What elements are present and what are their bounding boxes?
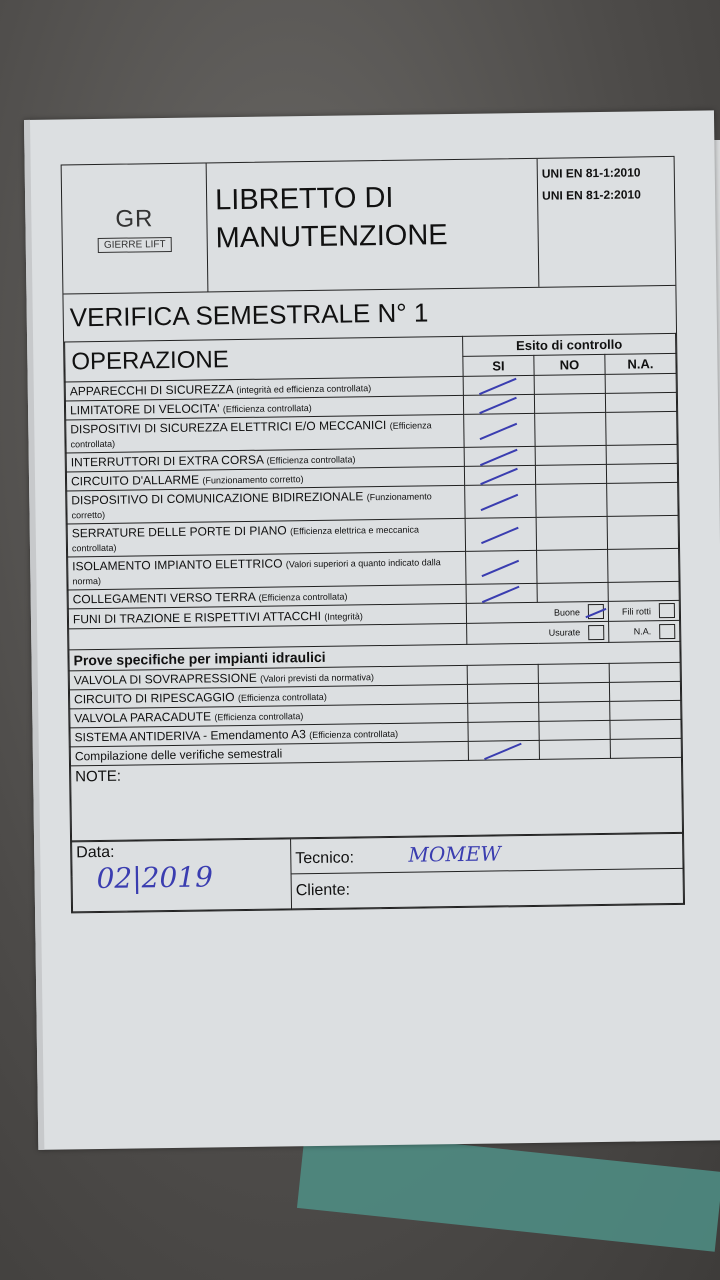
operation-name: APPARECCHI DI SICUREZZA — [69, 382, 234, 399]
operation-na-cell[interactable] — [606, 411, 677, 445]
operation-na-cell[interactable] — [606, 444, 677, 464]
funi-na-cell — [609, 621, 680, 642]
hydraulic-si-cell[interactable] — [468, 721, 539, 741]
hydraulic-note: (Efficienza controllata) — [237, 691, 327, 703]
tecnico-cell — [291, 833, 683, 873]
fili-rotti-checkbox[interactable] — [659, 603, 675, 618]
si-header: SI — [463, 355, 534, 376]
operation-no-cell[interactable] — [535, 464, 606, 484]
cliente-label: Cliente: — [295, 881, 351, 899]
operation-si-cell[interactable] — [466, 583, 537, 603]
operation-name: LIMITATORE DI VELOCITA' — [69, 401, 220, 418]
operation-name: INTERRUTTORI DI EXTRA CORSA — [70, 452, 264, 470]
usurate-cell — [467, 622, 609, 644]
operation-no-cell[interactable] — [535, 412, 606, 446]
hydraulic-title: Prove specifiche per impianti idraulici — [69, 641, 680, 671]
hydraulic-no-cell[interactable] — [539, 739, 610, 759]
norms — [538, 157, 676, 287]
hydraulic-no-cell[interactable] — [539, 720, 610, 740]
operation-header: OPERAZIONE — [65, 336, 464, 382]
date-value[interactable]: 02|2019 — [96, 860, 214, 895]
hydraulic-na-cell[interactable] — [610, 719, 681, 739]
hydraulic-note: (Efficienza controllata) — [309, 728, 399, 740]
operation-note: (Efficienza controllata) — [266, 454, 356, 466]
operation-no-cell[interactable] — [537, 582, 608, 602]
operation-no-cell[interactable] — [534, 393, 605, 413]
hydraulic-si-cell[interactable] — [468, 702, 539, 722]
buone-label: Buone — [553, 607, 580, 618]
buone-cell — [466, 601, 608, 623]
operation-na-cell[interactable] — [608, 581, 679, 601]
funi-na-label: N.A. — [633, 626, 652, 637]
norm-2: UNI EN 81-2:2010 — [542, 187, 641, 203]
check-mark-icon — [480, 468, 518, 485]
operation-name: COLLEGAMENTI VERSO TERRA — [72, 589, 256, 607]
footer-table — [71, 833, 684, 913]
operation-si-cell[interactable] — [465, 517, 536, 551]
check-mark-icon — [481, 560, 519, 577]
operation-na-cell[interactable] — [608, 548, 679, 582]
fili-rotti-label: Fili rotti — [621, 606, 651, 617]
operation-note: (Funzionamento corretto) — [202, 474, 304, 486]
title-line-1: LIBRETTO DI — [214, 181, 394, 217]
buone-checkbox[interactable] — [588, 604, 604, 619]
operation-na-cell[interactable] — [606, 463, 677, 483]
operation-no-cell[interactable] — [535, 445, 606, 465]
operation-name: DISPOSITIVI DI SICUREZZA ELETTRICI E/O MECCANICI — [70, 417, 387, 437]
check-mark-icon — [481, 494, 519, 511]
operation-label — [67, 485, 465, 524]
check-mark-icon — [484, 742, 522, 759]
operation-note: (Efficienza controllata) — [222, 403, 312, 415]
operation-name: ISOLAMENTO IMPIANTO ELETTRICO — [72, 556, 283, 574]
norm-1: UNI EN 81-1:2010 — [541, 165, 641, 181]
hydraulic-name: VALVOLA PARACADUTE — [74, 709, 212, 726]
cliente-cell[interactable] — [291, 868, 683, 908]
fili-rotti-cell — [608, 600, 679, 621]
hydraulic-no-cell[interactable] — [538, 682, 609, 702]
hydraulic-name: VALVOLA DI SOVRAPRESSIONE — [73, 670, 257, 688]
hydraulic-no-cell[interactable] — [539, 701, 610, 721]
hydraulic-name: SISTEMA ANTIDERIVA - Emendamento A3 — [74, 726, 306, 745]
funi-note: (Integrità) — [324, 610, 363, 622]
operation-si-cell[interactable] — [464, 465, 535, 485]
hydraulic-si-cell[interactable] — [467, 664, 538, 684]
operation-name: CIRCUITO D'ALLARME — [70, 472, 200, 489]
operation-na-cell[interactable] — [607, 482, 678, 516]
hydraulic-na-cell[interactable] — [609, 681, 680, 701]
operation-si-cell[interactable] — [466, 550, 537, 584]
esito-header: Esito di controllo — [463, 333, 676, 356]
tecnico-label: Tecnico: — [295, 849, 355, 867]
check-mark-icon — [482, 586, 520, 603]
operation-note: (integrità ed efficienza controllata) — [236, 383, 372, 396]
operation-name: DISPOSITIVO DI COMUNICAZIONE BIDIREZIONALE — [71, 489, 364, 508]
logo-subtitle: GIERRE LIFT — [98, 236, 172, 252]
operation-no-cell[interactable] — [536, 483, 607, 517]
check-mark-icon — [479, 397, 517, 414]
funi-na-checkbox[interactable] — [659, 624, 675, 639]
form-sheet — [61, 156, 685, 913]
check-mark-icon — [481, 527, 519, 544]
na-header: N.A. — [605, 353, 676, 374]
operation-no-cell[interactable] — [534, 374, 605, 394]
operation-note: (Efficienza controllata) — [258, 591, 348, 603]
operation-label — [67, 518, 465, 557]
form-header — [62, 157, 676, 294]
operation-no-cell[interactable] — [537, 549, 608, 583]
hydraulic-na-cell[interactable] — [610, 700, 681, 720]
operation-si-cell[interactable] — [464, 413, 535, 447]
hydraulic-note: (Valori previsti da normativa) — [260, 671, 375, 684]
usurate-checkbox[interactable] — [588, 625, 604, 640]
date-label: Data: — [76, 843, 115, 861]
no-header: NO — [534, 354, 605, 375]
operation-note: (Funzionamento corretto) — [71, 491, 432, 521]
operation-si-cell[interactable] — [463, 375, 534, 395]
note-field[interactable]: NOTE: — [71, 757, 683, 841]
hydraulic-si-cell[interactable] — [468, 740, 539, 760]
operation-note: (Valori superiori a quanto indicato dalla norma) — [72, 557, 441, 587]
hydraulic-no-cell[interactable] — [538, 663, 609, 683]
logo-mark: GR — [115, 204, 154, 233]
check-mark-icon — [480, 449, 518, 466]
form-title — [207, 159, 540, 292]
operation-label — [66, 414, 464, 453]
operation-si-cell[interactable] — [463, 394, 534, 414]
hydraulic-na-cell[interactable] — [609, 662, 680, 682]
check-mark-icon — [480, 423, 518, 440]
date-cell — [72, 839, 292, 912]
operation-na-cell[interactable] — [605, 373, 676, 393]
operation-na-cell[interactable] — [605, 392, 676, 412]
hydraulic-name: Compilazione delle verifiche semestrali — [74, 746, 283, 764]
operation-si-cell[interactable] — [464, 446, 535, 466]
check-mark-icon — [479, 378, 517, 395]
funi-name: FUNI DI TRAZIONE E RISPETTIVI ATTACCHI — [72, 608, 322, 627]
operations-table — [64, 333, 683, 841]
hydraulic-si-cell[interactable] — [467, 683, 538, 703]
title-line-2: MANUTENZIONE — [215, 219, 448, 255]
hydraulic-name: CIRCUITO DI RIPESCAGGIO — [73, 689, 235, 707]
company-logo — [62, 163, 209, 293]
operation-no-cell[interactable] — [536, 516, 607, 550]
operation-na-cell[interactable] — [607, 515, 678, 549]
maintenance-page — [24, 110, 720, 1150]
tecnico-signature[interactable]: MOMEW — [408, 841, 502, 867]
hydraulic-note: (Efficienza controllata) — [214, 710, 304, 723]
usurate-label: Usurate — [548, 627, 581, 639]
operation-name: SERRATURE DELLE PORTE DI PIANO — [71, 523, 287, 541]
section-title: VERIFICA SEMESTRALE N° 1 — [63, 285, 676, 342]
hydraulic-na-cell[interactable] — [610, 738, 681, 758]
operation-si-cell[interactable] — [465, 484, 536, 518]
operation-note: (Efficienza controllata) — [70, 420, 432, 450]
operation-label — [68, 551, 466, 590]
operation-note: (Efficienza elettrica e meccanica controllata) — [71, 524, 420, 554]
